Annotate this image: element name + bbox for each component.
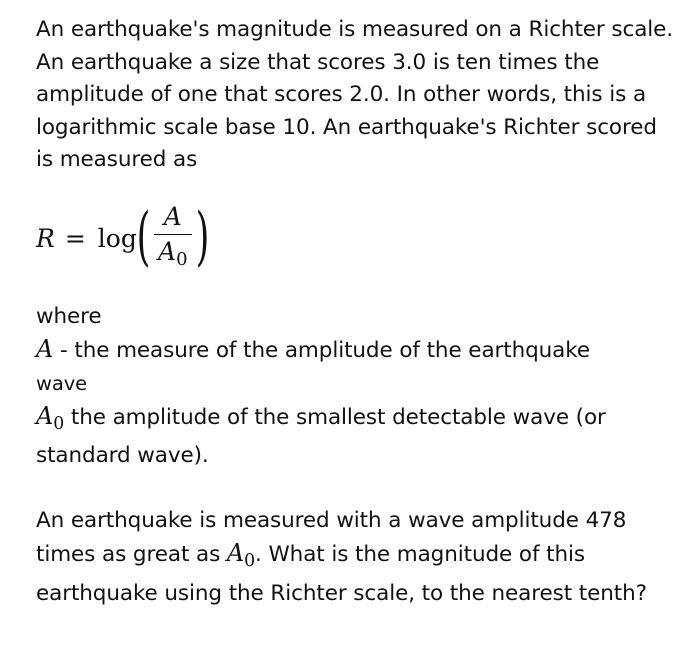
formula-right-paren: ) [195,199,210,274]
question-symbol [226,539,256,572]
a-symbol: A [36,335,54,363]
a0-symbol [36,402,65,434]
intro-paragraph: An earthquake's magnitude is measured on a Richter scale. An earthquake a size that scores 3.0 is ten times the amplitude of one that scores 2.0. In other words, this is a logarithmic scale base 10. An earthquake's Richter scored is measured as [36,17,674,172]
richter-formula [36,199,676,275]
definition-a-continued: wave [36,371,88,395]
problem-document [36,14,676,610]
a0-symbol-subscript: 0 [53,413,65,434]
formula-equals: = [64,224,86,253]
question-symbol-subscript: 0 [244,551,256,572]
formula-denominator-symbol: A [158,237,177,267]
formula-denominator-subscript: 0 [176,249,188,271]
formula-numerator: A [163,201,182,231]
formula-log: log [97,224,137,253]
question-part2: . What is the magnitude of this earthquake using the Richter scale, to the nearest tenth? [36,542,647,606]
a-description: - the measure of the amplitude of the earthquake [53,338,590,363]
formula-lhs: R [36,224,55,253]
definitions-block [36,301,676,473]
question-symbol-letter: A [226,539,245,568]
formula-denominator [158,235,188,275]
a0-symbol-letter: A [36,402,54,430]
definition-a [36,333,676,368]
question-part1: An earthquake is measured with a wave amplitude 478 times as great as [36,507,627,568]
question-paragraph [36,505,676,610]
formula-fraction [154,202,192,276]
definition-a0 [36,400,676,473]
where-label: where [36,303,102,329]
a0-description: the amplitude of the smallest detectable wave (or standard wave). [36,405,606,469]
formula-left-paren: ( [136,199,151,274]
